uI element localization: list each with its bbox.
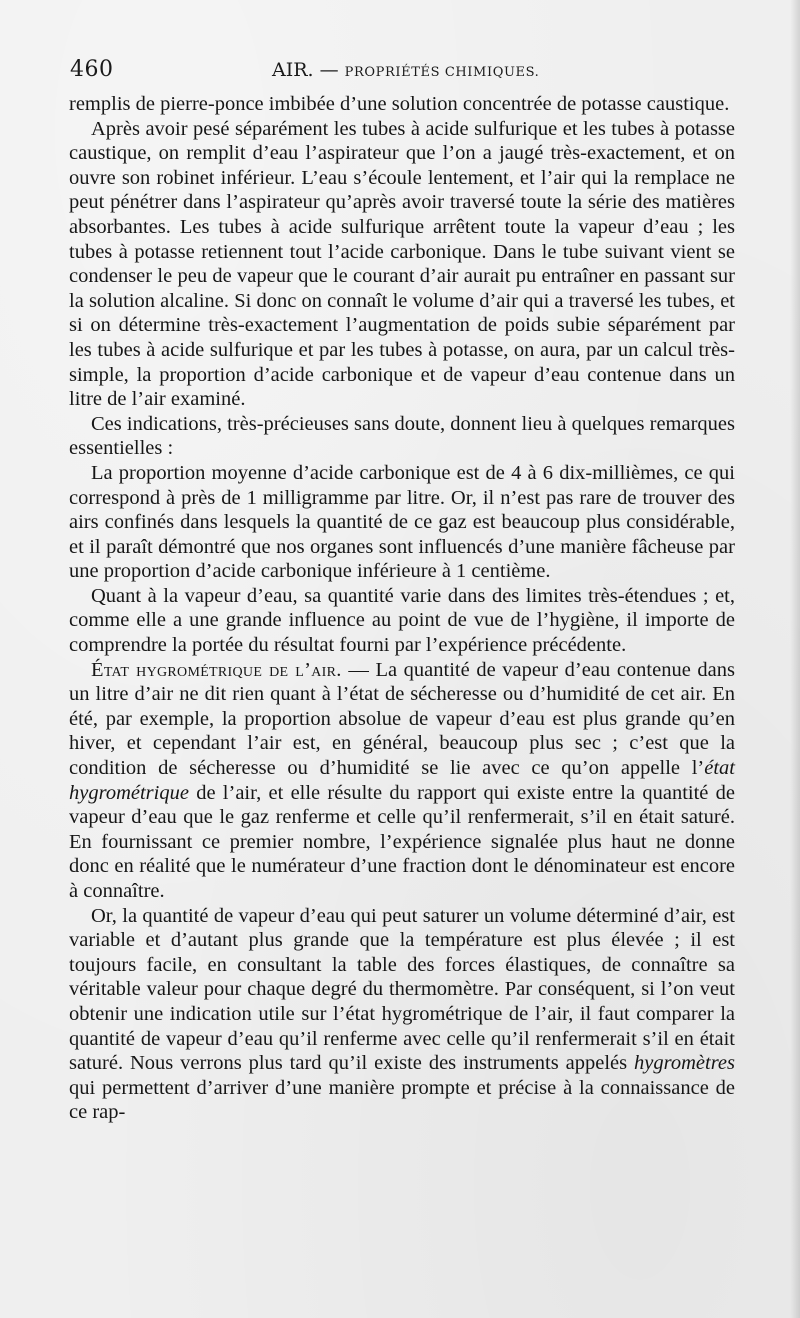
paragraph-text-part: La quantité de vapeur d’eau contenue dans un litre d’air ne dit rien quant à l’état de sécheresse ou d’humidité de cet air. En été, par exemple, la proportion absolue de vapeur d’eau est plus grande qu’en hiver, et cependant l’air est, en général, beaucoup plus sec ; c’est que la condition de sécheresse ou d’humidité se lie avec ce qu’on appelle l’: [69, 658, 736, 780]
paragraph-remarks-intro: Ces indications, très-précieuses sans doute, donnent lieu à quelques remarques essentielles :: [69, 412, 735, 460]
paragraph-text-part: de l’air, et elle résulte du rapport qui existe entre la quantité de vapeur d’eau que le gaz renferme et celle qu’il renfermerait, s’il en était saturé. En fournissant ce premier nombre, l’expérience signalée plus haut ne donne donc en réalité que le numérateur d’une fraction dont le dénominateur est encore à connaître.: [69, 781, 735, 902]
paragraph-text-part: qui permettent d’arriver d’une manière prompte et précise à la connaissance de ce rap-: [69, 1076, 735, 1124]
paragraph-hygrometric-state: [69, 658, 735, 904]
paragraph-continuation: remplis de pierre-ponce imbibée d’une solution concentrée de potasse caustique.: [69, 93, 730, 115]
running-head-separator: —: [319, 59, 339, 81]
paragraph-saturation: [69, 904, 735, 1125]
page-number: 460: [70, 57, 114, 82]
paragraph-procedure: Après avoir pesé séparément les tubes à acide sulfurique et les tubes à potasse caustique, on remplit d’eau l’aspirateur que l’on a jaugé très-exactement, et on ouvre son robinet inférieur. L’eau s’écoule lentement, et l’air qui la remplace ne peut pénétrer dans l’aspirateur qu’après avoir traversé toute la série des matières absorbantes. Les tubes à acide sulfurique arrêtent toute la vapeur d’eau ; les tubes à potasse retiennent tout l’acide carbonique. Dans le tube suivant vient se condenser le peu de vapeur que le courant d’air aurait pu entraîner en passant sur la solution alcaline. Si donc on connaît le volume d’air qui a traversé les tubes, et si on détermine très-exactement l’augmentation de poids subie séparément par les tubes à acide sulfurique et par les tubes à potasse, on aura, par un calcul très-simple, la proportion d’acide carbonique et de vapeur d’eau contenue dans un litre de l’air examiné.: [69, 117, 735, 411]
section-heading: État hygrométrique de l’air.: [91, 658, 342, 681]
page-edge-shadow: [790, 0, 800, 1318]
running-head-subtitle: PROPRIÉTÉS CHIMIQUES.: [344, 65, 540, 80]
section-heading-dash: —: [341, 658, 376, 681]
paragraph-water-vapour: Quant à la vapeur d’eau, sa quantité varie dans des limites très-étendues ; et, comme elle a une grande influence au point de vue de l’hygiène, il importe de comprendre la portée du résultat fourni par l’expérience précédente.: [69, 584, 735, 657]
italic-term: hygromètres: [634, 1052, 735, 1075]
page-header: [70, 57, 736, 83]
italic-term: état hygrométrique: [69, 757, 735, 804]
running-head: [272, 59, 539, 81]
body-text: [69, 92, 735, 1125]
paragraph-carbonic-acid: La proportion moyenne d’acide carbonique est de 4 à 6 dix-millièmes, ce qui correspond à près de 1 milligramme par litre. Or, il n’est pas rare de trouver des airs confinés dans lesquels la quantité de ce gaz est beaucoup plus considérable, et il paraît démontré que nos organes sont influencés d’une manière fâcheuse par une proportion d’acide carbonique inférieure à 1 centième.: [69, 461, 735, 583]
running-head-title: AIR.: [272, 59, 314, 81]
paragraph-text-part: Or, la quantité de vapeur d’eau qui peut saturer un volume déterminé d’air, est variable et d’autant plus grande que la température est plus élevée ; il est toujours facile, en consultant la table des forces élastiques, de connaître sa véritable valeur pour chaque degré du thermomètre. Par conséquent, si l’on veut obtenir une indication utile sur l’état hygrométrique de l’air, il faut comparer la quantité de vapeur d’eau qu’il renferme avec celle qu’il renfermerait s’il en était saturé. Nous verrons plus tard qu’il existe des instruments appelés: [69, 904, 735, 1075]
